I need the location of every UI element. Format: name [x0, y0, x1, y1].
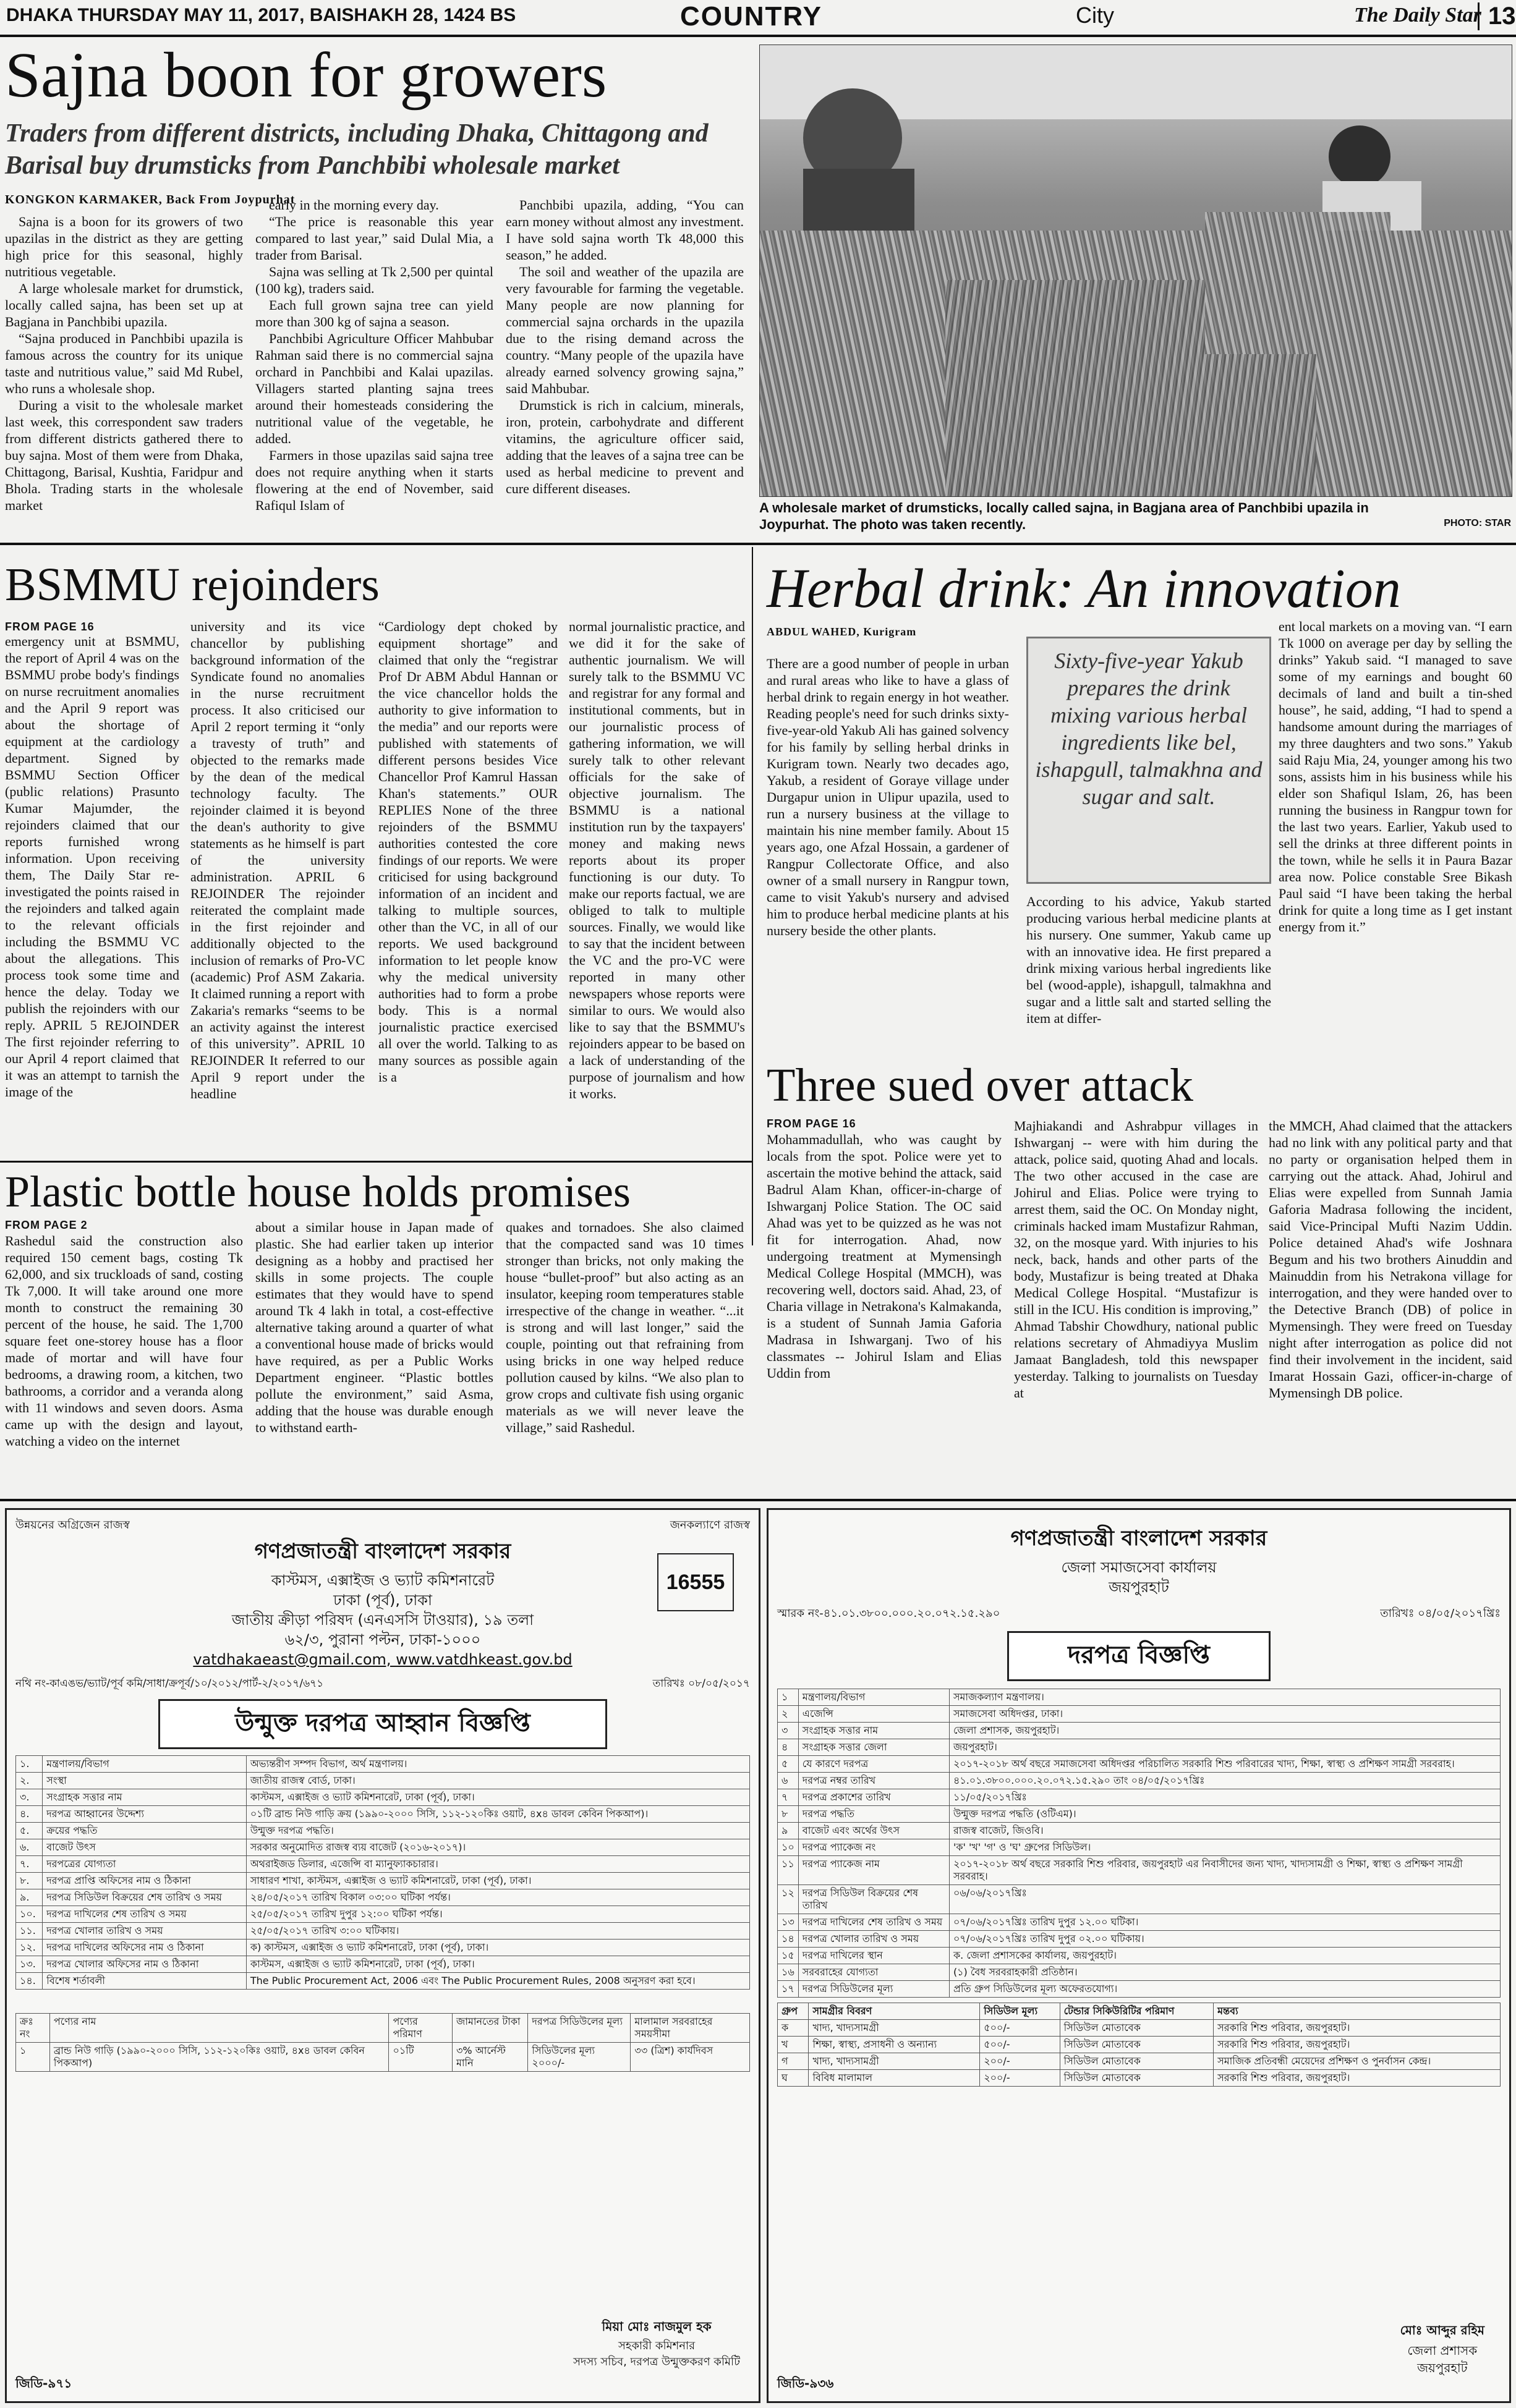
table-row	[778, 1839, 1501, 1856]
table-cell: (১) বৈধ সরবরাহকারী প্রতিষ্ঠান।	[949, 1964, 1500, 1981]
notice-code: জিডি-৯৭১	[15, 2376, 72, 2391]
table-cell: সিডিউল মোতাবেক	[1060, 2020, 1214, 2037]
table-cell: সমাজকল্যাণ মন্ত্রণালয়।	[949, 1689, 1500, 1706]
table-cell: খাদ্য, খাদ্যসামগ্রী	[809, 2053, 980, 2070]
table-row	[16, 2014, 750, 2043]
table-cell: ১২.	[16, 1940, 43, 1956]
paragraph: A large wholesale market for drumstick, locally called sajna, has been set up at Bagjana in Panchbibi upazila.	[5, 281, 243, 329]
table-cell: ১৪.	[16, 1973, 43, 1990]
group-row	[778, 2053, 1501, 2070]
bsmmu-from-page: FROM PAGE 16	[5, 621, 95, 633]
social-services-tender-notice	[767, 1508, 1511, 2403]
three-sued-col-3: the MMCH, Ahad claimed that the attackers had no link with any political party and that no party or organisation helped them in carrying out the attack. Ahad, Johirul and Elias were expelled from Sunnah Jamia Gaforia Madrasa following the incident, said Vice-Principal Mufti Nazim Uddin. Police detained Ahad's wife Joshnara Begum and his two brothers Ainuddin and Mainuddin from his Netrakona village for interrogation, and they were handed over to the Detective Branch (DB) of police in Mymensingh. They were freed on Tuesday night after interrogation as police did not find their involvement in the incident, said Imarat Hossain Gazi, officer-in-charge of Mymensingh DB police.	[1269, 1118, 1512, 1401]
table-cell: খাদ্য, খাদ্যসামগ্রী	[809, 2020, 980, 2037]
table-row	[778, 1931, 1501, 1948]
table-cell: ১.	[16, 1756, 43, 1773]
table-cell: ৬	[778, 1773, 799, 1789]
table-cell: সরকারি শিশু পরিবার, জয়পুরহাট।	[1214, 2037, 1501, 2053]
table-cell: অভ্যন্তরীণ সম্পদ বিভাগ, অর্থ মন্ত্রণালয়।	[246, 1756, 749, 1773]
paragraph: “Sajna produced in Panchbibi upazila is famous across the country for its unique taste and nutritious value,” said Md Rubel, who runs a wholesale shop.	[5, 331, 243, 396]
sajna-deck: Traders from different districts, including Dhaka, Chittagong and Barisal buy drumsticks from Panchbibi wholesale market	[5, 119, 709, 180]
table-cell: ৫	[778, 1756, 799, 1773]
table-cell: ৪.	[16, 1806, 43, 1823]
table-cell: সংগ্রাহক সত্তার জেলা	[798, 1739, 949, 1756]
table-cell: টেন্ডার সিকিউরিটির পরিমাণ	[1060, 2003, 1214, 2020]
table-cell: মন্তব্য	[1214, 2003, 1501, 2020]
paragraph: The soil and weather of the upazila are very favourable for farming the vegetable. Many people are now planning for commercial sajna orchards in the upazila due to the rising demand across the country. “Many people of the upazila have already earned solvency growing sajna,” said Mahbubar.	[506, 264, 744, 396]
signer-name-right: মোঃ আব্দুর রহিম	[1400, 2323, 1484, 2338]
column-divider	[752, 547, 753, 1245]
table-cell: দরপত্র খোলার তারিখ ও সময়	[43, 1923, 247, 1940]
table-cell: ৪১.০১.৩৮০০.০০০.২০.০৭২.১৫.২৯০ তাং ০৪/০৫/২০১৭খ্রিঃ	[949, 1773, 1500, 1789]
table-cell: দরপত্র দাখিলের অফিসের নাম ও ঠিকানা	[43, 1940, 247, 1956]
table-cell: দরপত্র সিডিউল বিক্রয়ের শেষ তারিখ ও সময়	[43, 1889, 247, 1906]
govt-title: গণপ্রজাতন্ত্রী বাংলাদেশ সরকার	[254, 1539, 511, 1564]
table-cell: ০৭/০৬/২০১৭খ্রিঃ তারিখ দুপুর ০২.০০ ঘটিকায়।	[949, 1931, 1500, 1948]
table-cell: দরপত্র সিডিউলের মূল্য	[528, 2014, 631, 2043]
table-cell: 'ক' 'খ' 'গ' ও 'ঘ' গ্রুপের সিডিউল।	[949, 1839, 1500, 1856]
table-cell: সাধারণ শাখা, কাস্টমস, এক্সাইজ ও ভ্যাট কমিশনারেট, ঢাকা (পূর্ব), ঢাকা।	[246, 1873, 749, 1889]
table-cell: ২০১৭-২০১৮ অর্থ বছরে সরকারি শিশু পরিবার, জয়পুরহাট এর নিবাসীদের জন্য খাদ্য, খাদ্যসামগ্রী ও শিক্ষা, স্বাস্থ্য ও প্রশিক্ষণ সামগ্রী সরবরাহ।	[949, 1856, 1500, 1885]
notice-title: উন্মুক্ত দরপত্র আহ্বান বিজ্ঞপ্তি	[158, 1699, 607, 1749]
table-row	[778, 1706, 1501, 1723]
table-cell: জামানতের টাকা	[453, 2014, 528, 2043]
table-cell: ৯.	[16, 1889, 43, 1906]
table-row	[16, 1923, 750, 1940]
table-cell: সংস্থা	[43, 1773, 247, 1789]
office-line-4: ৬২/৩, পুরানা পল্টন, ঢাকা-১০০০	[284, 1631, 481, 1648]
table-cell: সরবরাহের যোগ্যতা	[798, 1964, 949, 1981]
table-row	[16, 1773, 750, 1789]
table-row	[16, 1806, 750, 1823]
table-cell: দরপত্র নম্বর তারিখ	[798, 1773, 949, 1789]
table-cell: ২০০/-	[980, 2053, 1060, 2070]
notice-title-right: দরপত্র বিজ্ঞপ্তি	[1007, 1631, 1271, 1681]
table-cell: দরপত্র খোলার তারিখ ও সময়	[798, 1931, 949, 1948]
signer-role: সদস্য সচিব, দরপত্র উন্মুক্তকরণ কমিটি	[573, 2355, 740, 2368]
table-cell: ১৫	[778, 1948, 799, 1964]
table-row	[16, 1839, 750, 1856]
bsmmu-col-2: university and its vice chancellor by publishing background information of the Syndicate found no anomalies in the nurse recruitment process. It also criticised our April 2 report terming it “only a travesty of truth” and objected to the remarks made by the dean of the medical technology faculty. The rejoinder claimed it is beyond the dean's authority to give statements as he himself is part of the university administration. APRIL 6 REJOINDER The rejoinder reiterated the complaint made in the first rejoinder and additionally objected to the inclusion of remarks of Pro-VC (academic) Prof ASM Zakaria. It claimed running a report with Zakaria's remarks “seems to be an activity against the interest of this university”. APRIL 10 REJOINDER It referred to our April 9 report under the headline	[190, 619, 365, 1101]
tender-details-table	[15, 1755, 750, 1990]
notice-memo-right: স্মারক নং-৪১.০১.৩৮০০.০০০.২০.০৭২.১৫.২৯০	[777, 1607, 1000, 1620]
table-row	[16, 1889, 750, 1906]
bsmmu-headline: BSMMU rejoinders	[5, 559, 380, 611]
photo-credit: PHOTO: STAR	[1444, 518, 1511, 528]
table-cell: জয়পুরহাট।	[949, 1739, 1500, 1756]
office-line-right-1: জেলা সমাজসেবা কার্যালয়	[1061, 1559, 1217, 1576]
table-row	[16, 1906, 750, 1923]
table-cell: দরপত্র দাখিলের শেষ তারিখ ও সময়	[43, 1906, 247, 1923]
drumstick-market-photo	[759, 45, 1512, 497]
paragraph: Farmers in those upazilas said sajna tree does not require anything when it starts flowering at the end of November, said Rafiqul Islam of	[255, 447, 493, 513]
sajna-headline-text: Sajna boon for growers	[5, 40, 607, 111]
paragraph: During a visit to the wholesale market last week, this correspondent saw traders from different districts gathered there to buy sajna. Most of them were from Dhaka, Chittagong, Barisal, Kushtia, Faridpur and Bhola. Trading starts in the wholesale market	[5, 397, 243, 513]
table-cell: বিবিধ মালামাল	[809, 2070, 980, 2087]
signer-place-right: জয়পুরহাট	[1417, 2360, 1468, 2375]
table-row	[778, 1823, 1501, 1839]
table-cell: দরপত্রের যোগ্যতা	[43, 1856, 247, 1873]
table-cell: ক) কাস্টমস, এক্সাইজ ও ভ্যাট কমিশনারেট, ঢাকা (পূর্ব), ঢাকা।	[246, 1940, 749, 1956]
table-row	[16, 1856, 750, 1873]
notice-memo: নথি নং-কাএঙভ/ভ্যাট/পূর্ব কমি/সাধা/ক্রপূর্ব/১০/২০১২/পার্ট-২/২০১৭/৬৭১	[15, 1677, 324, 1690]
table-cell: ২৪/০৫/২০১৭ তারিখ বিকাল ০৩:০০ ঘটিকা পর্যন্ত।	[246, 1889, 749, 1906]
table-cell: ৭	[778, 1789, 799, 1806]
table-cell: ঘ	[778, 2070, 809, 2087]
office-line-right-2: জয়পুরহাট	[1109, 1579, 1169, 1596]
plastic-col-3: quakes and tornadoes. She also claimed that the compacted sand was 10 times stronger than bricks, not only making the house “bullet-proof” but also acting as an insulator, keeping room temperatures stable irrespective of the change in weather. “...it is strong and will last longer,” said the couple, pointing out that refraining from using bricks in one way helped reduce pollution caused by kilns. “We also plan to grow crops and cultivate fish using organic materials as we will never leave the village,” said Rashedul.	[506, 1219, 744, 1435]
table-cell: ২০১৭-২০১৮ অর্থ বছরে সমাজসেবা অধিদপ্তর পরিচালিত সরকারি শিশু পরিবারের খাদ্য, শিক্ষা, স্বাস্থ্য ও প্রশিক্ষণ সামগ্রী সরবরাহ।	[949, 1756, 1500, 1773]
table-cell: দরপত্র দাখিলের স্থান	[798, 1948, 949, 1964]
table-row	[778, 1789, 1501, 1806]
date-line: DHAKA THURSDAY MAY 11, 2017, BAISHAKH 28, 1424 BS	[6, 5, 516, 25]
table-cell: কাস্টমস, এক্সাইজ ও ভ্যাট কমিশনারেট, ঢাকা (পূর্ব), ঢাকা।	[246, 1789, 749, 1806]
sajna-byline: KONGKON KARMAKER, Back From Joypurhat	[5, 193, 296, 206]
table-cell: ১০	[778, 1839, 799, 1856]
table-cell: অথরাইজড ডিলার, এজেন্সি বা ম্যানুফ্যাকচারার।	[246, 1856, 749, 1873]
table-row	[778, 1773, 1501, 1789]
notice-top-right: জনকল্যাণে রাজস্ব	[670, 1519, 750, 1532]
table-cell: দরপত্র প্যাকেজ নাম	[798, 1856, 949, 1885]
table-cell: জেলা প্রশাসক, জয়পুরহাট।	[949, 1723, 1500, 1739]
table-row	[16, 1973, 750, 1990]
group-row	[778, 2037, 1501, 2053]
table-cell: ৭.	[16, 1856, 43, 1873]
table-cell: ০১টি	[389, 2043, 453, 2072]
table-cell: ৩% আর্নেস্ট মানি	[453, 2043, 528, 2072]
office-email-web: vatdhakaeast@gmail.com, www.vatdhkeast.gov.bd	[193, 1651, 573, 1668]
table-cell: গ	[778, 2053, 809, 2070]
table-cell: কাস্টমস, এক্সাইজ ও ভ্যাট কমিশনারেট, ঢাকা (পূর্ব), ঢাকা।	[246, 1956, 749, 1973]
paragraph: Each full grown sajna tree can yield more than 300 kg of sajna a season.	[255, 297, 493, 329]
sajna-col-1	[5, 213, 243, 535]
table-cell: ১৩	[778, 1914, 799, 1931]
group-header-row	[778, 2003, 1501, 2020]
bsmmu-col-4: normal journalistic practice, and we did it for the sake of authentic journalism. We will surely talk to the BSMMU VC and registrar for any formal and institutional comments, but in our journalistic process of gathering information, we will surely talk to other relevant officials for the sake of objective journalism. The BSMMU is a national institution run by the taxpayers' money and making news reports about its proper functioning is our duty. To make our reports factual, we are obliged to talk to multiple sources. Finally, we would like to say that the incident between the VC and the pro-VC were reported in many other newspapers whose reports were similar to ours. We would also like to say that the BSMMU's rejoinders appear to be based on a lack of understanding of the purpose of journalism and how it works.	[569, 619, 745, 1101]
hotline-number: 16555	[666, 1571, 725, 1594]
notice-date: তারিখঃ ০৮/০৫/২০১৭	[652, 1677, 750, 1690]
table-cell: বাজেট এবং অর্থের উৎস	[798, 1823, 949, 1839]
plastic-col-2: about a similar house in Japan made of plastic. She had earlier taken up interior designing as a hobby and practised her skills in some projects. The couple estimates that they would have to spend around Tk 4 lakh in total, a cost-effective alternative taking around a quarter of what a conventional house made of bricks would have required, as per a Public Works Department engineer. “Plastic bottles pollute the environment,” said Asma, adding that the house was durable enough to withstand earth-	[255, 1219, 493, 1435]
paragraph: early in the morning every day.	[269, 197, 439, 213]
paragraph: Drumstick is rich in calcium, minerals, iron, protein, carbohydrate and different vitamins, the agriculture officer said, adding that the leaves of a sajna tree can be used as herbal medicine to prevent and cure different diseases.	[506, 397, 744, 496]
table-cell: দরপত্র সিডিউলের মূল্য	[798, 1981, 949, 1998]
table-cell: সিডিউল মোতাবেক	[1060, 2053, 1214, 2070]
table-cell: ৩৩ (ত্রিশ) কার্যদিবস	[631, 2043, 750, 2072]
table-row	[16, 1956, 750, 1973]
table-cell: ৫০০/-	[980, 2037, 1060, 2053]
table-cell: ১১	[778, 1856, 799, 1885]
table-row	[778, 1806, 1501, 1823]
table-cell: ৯	[778, 1823, 799, 1839]
table-cell: দরপত্র খোলার অফিসের নাম ও ঠিকানা	[43, 1956, 247, 1973]
office-line-1: কাস্টমস, এক্সাইজ ও ভ্যাট কমিশনারেট	[271, 1572, 495, 1589]
drumstick-photo-image	[760, 45, 1512, 496]
herbal-col-1: There are a good number of people in urban and rural areas who like to have a glass of herbal drink to regain energy in hot weather. Reading people's need for such drinks sixty-five-year-old Yakub Ali has gained solvency for his family by selling herbal drinks in Kurigram town. Nearly two decades ago, Yakub, a resident of Goraye village under Durgapur union in Ulipur upazila, used to run a nursery business at the village to maintain his nine member family. About 15 years ago, one Afzal Hossain, a gardener of Rangpur Collectorate Office, and also owner of a small nursery in Rangpur town, came to visit Yakub's nursery and advised him to produce herbal medicine plants at his nursery beside the other plants.	[767, 656, 1009, 938]
table-cell: ৮	[778, 1806, 799, 1823]
table-row	[778, 1914, 1501, 1931]
item-section-label	[15, 1996, 750, 2011]
table-cell: ২০০/-	[980, 2070, 1060, 2087]
sajna-col-2	[255, 197, 493, 535]
office-line-3: জাতীয় ক্রীড়া পরিষদ (এনএসসি টাওয়ার), ১৯ তলা	[231, 1611, 534, 1629]
table-cell: ৫.	[16, 1823, 43, 1839]
photo-caption: A wholesale market of drumsticks, locally called sajna, in Bagjana area of Panchbibi upazila in Joypurhat. The photo was taken recently.	[759, 500, 1369, 532]
table-cell: সমাজিক প্রতিবন্ধী মেয়েদের প্রশিক্ষণ ও পুনর্বাসন কেন্দ্র।	[1214, 2053, 1501, 2070]
table-cell: দরপত্র প্রকাশের তারিখ	[798, 1789, 949, 1806]
paragraph: Panchbibi upazila, adding, “You can earn money without almost any investment. I have sold sajna worth Tk 48,000 this season,” he added.	[506, 197, 744, 263]
table-cell: দরপত্র প্রাপ্তি অফিসের নাম ও ঠিকানা	[43, 1873, 247, 1889]
notice-date-right: তারিখঃ ০৪/০৫/২০১৭খ্রিঃ	[1380, 1607, 1501, 1620]
item-table	[15, 2013, 750, 2072]
hotline-badge	[657, 1553, 734, 1611]
table-cell: সিডিউল মূল্য	[980, 2003, 1060, 2020]
herbal-col-2: According to his advice, Yakub started producing various herbal medicine plants at his nursery. One summer, Yakub came up with an innovative idea. He first prepared a drink mixing various herbal ingredients like bel (wood-apple), ishapgull, talmakhna and sugar and a little salt and started selling the item at differ-	[1026, 894, 1271, 1026]
table-cell: দরপত্র সিডিউল বিক্রয়ের শেষ তারিখ	[798, 1885, 949, 1914]
table-row	[778, 1723, 1501, 1739]
plastic-divider	[0, 1161, 752, 1163]
paragraph: Panchbibi Agriculture Officer Mahbubar Rahman said there is no commercial sajna orchard in Panchbibi and Kalai upazilas. Villagers started planting sajna trees around their homesteads considering the nutritional value of the vegetable, he added.	[255, 331, 493, 446]
table-cell: সামগ্রীর বিবরণ	[809, 2003, 980, 2020]
table-cell: রাজস্ব বাজেট, জিওবি।	[949, 1823, 1500, 1839]
table-cell: ৩	[778, 1723, 799, 1739]
table-row	[778, 1756, 1501, 1773]
table-cell: ০৭/০৬/২০১৭খ্রিঃ তারিখ দুপুর ১২.০০ ঘটিকা।	[949, 1914, 1500, 1931]
table-row	[778, 1948, 1501, 1964]
table-row	[16, 1823, 750, 1839]
table-cell: সিডিউল মোতাবেক	[1060, 2037, 1214, 2053]
table-cell: বাজেট উৎস	[43, 1839, 247, 1856]
plastic-col-1: Rashedul said the construction also required 150 cement bags, costing Tk 62,000, and six truckloads of sand, costing Tk 7,000. It will take around one more month to construct the remaining 30 percent of the house, he said. The 1,700 square feet one-storey house has a floor made of mortar and will have four bedrooms, a drawing room, a kitchen, two bathrooms, a corridor and a veranda along with 11 windows and seven doors. Asma came up with the design and layout, watching a video on the internet	[5, 1233, 243, 1449]
table-cell: The Public Procurement Act, 2006 এবং The Public Procurement Rules, 2008 অনুসরণ করা হবে।	[246, 1973, 749, 1990]
subsection-name: City	[1076, 2, 1114, 28]
table-cell: বিশেষ শর্তাবলী	[43, 1973, 247, 1990]
tender-details-table-right	[777, 1689, 1501, 1998]
herbal-pullquote: Sixty-five-year Yakub prepares the drink mixing various herbal ingredients like bel, ishapgull, talmakhna and sugar and salt.	[1026, 637, 1271, 884]
table-cell: গ্রুপ	[778, 2003, 809, 2020]
table-cell: ০৬/০৬/২০১৭খ্রিঃ	[949, 1885, 1500, 1914]
table-cell: ৪	[778, 1739, 799, 1756]
table-cell: ক্রঃ নং	[16, 2014, 50, 2043]
signer-name: মিয়া মোঃ নাজমুল হক	[602, 2319, 712, 2334]
table-cell: ১৩.	[16, 1956, 43, 1973]
table-cell: ১০.	[16, 1906, 43, 1923]
signer-title-right: জেলা প্রশাসক	[1407, 2343, 1478, 2358]
table-cell: ৫০০/-	[980, 2020, 1060, 2037]
table-cell: খ	[778, 2037, 809, 2053]
table-cell: ২	[778, 1706, 799, 1723]
table-cell: ১১.	[16, 1923, 43, 1940]
notice-top-left: উন্নয়নের অগ্রিজেন রাজস্ব	[15, 1519, 130, 1532]
table-cell: সিডিউল মোতাবেক	[1060, 2070, 1214, 2087]
herbal-headline: Herbal drink: An innovation	[767, 558, 1401, 619]
table-cell: সংগ্রাহক সত্তার নাম	[798, 1723, 949, 1739]
table-cell: দরপত্র পদ্ধতি	[798, 1806, 949, 1823]
table-cell: ১৬	[778, 1964, 799, 1981]
sajna-headline	[5, 40, 607, 111]
three-sued-from-page: FROM PAGE 16	[767, 1117, 856, 1130]
table-cell: ২৫/০৫/২০১৭ তারিখ দুপুর ১২:০০ ঘটিকা পর্যন্ত।	[246, 1906, 749, 1923]
customs-tender-notice	[5, 1508, 760, 2403]
table-row	[16, 1789, 750, 1806]
table-cell: ১৪	[778, 1931, 799, 1948]
bsmmu-col-1: emergency unit at BSMMU, the report of April 4 was on the BSMMU probe body's findings on nurse recruitment anomalies and the April 9 report was about the shortage of equipment at the cardiology department. Signed by BSMMU Section Officer (public relations) Prasunto Kumar Majumder, the rejoinders claimed that our reports furnished wrong information. Upon receiving them, The Daily Star re-investigated the points raised in the rejoinders and talked again to the relevant officials including the BSMMU VC about the allegations. This process took some time and hence the delay. Today we publish the rejoinders with our reply. APRIL 5 REJOINDER The first rejoinder referring to our April 4 report claimed that it was an attempt to tarnish the image of the	[5, 634, 179, 1100]
table-row	[778, 1689, 1501, 1706]
paragraph: Sajna was selling at Tk 2,500 per quintal (100 kg), traders said.	[255, 264, 493, 296]
table-cell: ১২	[778, 1885, 799, 1914]
table-row	[778, 1856, 1501, 1885]
signer-title: সহকারী কমিশনার	[618, 2339, 696, 2352]
three-sued-col-1: Mohammadullah, who was caught by locals from the spot. Police were yet to ascertain the motive behind the attack, said Badrul Alam Khan, officer-in-charge of Ishwarganj Police Station. The OC said Ahad was yet to be quizzed as he was not fit for interrogation. Ahad, now undergoing treatment at Mymensingh Medical College Hospital (MMCH), was recovering well, doctors said. Ahad, 23, of Charia village in Netrakona's Kalmakanda, is a student of Sunnah Jamia Gaforia Madrasa in Ishwarganj. Two of his classmates -- Johirul Islam and Elias Uddin from	[767, 1132, 1002, 1381]
table-cell: ক্রয়ের পদ্ধতি	[43, 1823, 247, 1839]
table-cell: উন্মুক্ত দরপত্র পদ্ধতি (ওটিএম)।	[949, 1806, 1500, 1823]
table-cell: দরপত্র আহ্বানের উদ্দেশ্য	[43, 1806, 247, 1823]
table-cell: ১	[778, 1689, 799, 1706]
table-cell: সরকার অনুমোদিত রাজস্ব ব্যয় বাজেট (২০১৬-২০১৭)।	[246, 1839, 749, 1856]
table-cell: প্রতি গ্রুপ সিডিউলের মূল্য অফেরতযোগ্য।	[949, 1981, 1500, 1998]
bsmmu-col-3: “Cardiology dept choked by equipment shortage” and claimed that only the “registrar Prof Dr ABM Abdul Hannan or the vice chancellor holds the authority to give information to the media” and our reports were published with statements of different persons besides Vice Chancellor Prof Kamrul Hassan Khan's statements.” OUR REPLIES None of the three rejoinders of the BSMMU authorities contested the core findings of our reports. We were criticised for using background information of an incident and talking to multiple sources, other than the VC, in all of our reports. We used background information to let people know why the medical university authorities had to form a probe body. This is a normal journalistic practice exercised all over the world. Talking to as many sources as possible again is a	[378, 619, 558, 1085]
table-cell: ০১টি ব্রান্ড নিউ গাড়ি ক্রয় (১৯৯০-২০০০ সিসি, ১১২-১২০কিঃ ওয়াট, ৪x৪ ডাবল কেবিন পিকআপ)।	[246, 1806, 749, 1823]
table-row	[16, 2043, 750, 2072]
table-cell: দরপত্র দাখিলের শেষ তারিখ ও সময়	[798, 1914, 949, 1931]
masthead	[0, 0, 1516, 37]
table-cell: পণ্যের নাম	[49, 2014, 389, 2043]
table-cell: ২.	[16, 1773, 43, 1789]
table-row	[778, 1739, 1501, 1756]
table-cell: সমাজসেবা অধিদপ্তর, ঢাকা।	[949, 1706, 1500, 1723]
table-cell: পণ্যের পরিমাণ	[389, 2014, 453, 2043]
notice-code-right: জিডি-৯৩৬	[777, 2376, 834, 2391]
plastic-from-page: FROM PAGE 2	[5, 1219, 88, 1231]
group-row	[778, 2070, 1501, 2087]
group-table	[777, 2003, 1501, 2087]
table-cell: ক	[778, 2020, 809, 2037]
three-sued-col-2: Majhiakandi and Ashrabpur villages in Ishwarganj -- were with him during the attack, police said, quoting Ahad and locals. The two other accused in the case are Johirul and Elias. Police were trying to arrest them, said the OC. On Monday night, criminals hacked imam Mustafizur Rahman, 32, on the mosque yard. With injuries to his neck, back, hands and other parts of the body, Mustafizur is being treated at Dhaka Medical College Hospital. “Mustafizur is still in the ICU. His condition is improving,” Ahmad Tabshir Chowdhury, national public relations secretary of Ahmadiyya Muslim Jamaat Bangladesh, told this newspaper yesterday. Talking to journalists on Tuesday at	[1014, 1118, 1258, 1401]
table-cell: এজেন্সি	[798, 1706, 949, 1723]
table-cell: ১	[16, 2043, 50, 2072]
table-cell: ১১/০৫/২০১৭খ্রিঃ	[949, 1789, 1500, 1806]
table-cell: সংগ্রাহক সত্তার নাম	[43, 1789, 247, 1806]
table-cell: মন্ত্রণালয়/বিভাগ	[43, 1756, 247, 1773]
table-cell: ক. জেলা প্রশাসকের কার্যালয়, জয়পুরহাট।	[949, 1948, 1500, 1964]
section-name: COUNTRY	[680, 1, 822, 32]
herbal-col-3: ent local markets on a moving van. “I earn Tk 1000 on average per day by selling the drinks” Yakub said. “I managed to save some of my earnings and bought 60 decimals of land and built a tin-shed house”, he said, adding, “I had to spend a handsome amount during the marriages of my three daughters and two sons.” Yakub said Raju Mia, 24, younger among his two sons, assists him in his business while his elder son Shafiqul Islam, 26, has been running the business in Rangpur town for the last two years. Earlier, Yakub used to sell the drinks at three different points in the town, while he sells it in Paura Bazar area now. Police constable Sree Bikash Paul said “I have been taking the herbal drink for quite a long time as I get instant energy from it.”	[1279, 619, 1512, 935]
table-row	[16, 1940, 750, 1956]
table-cell: সরকারি শিশু পরিবার, জয়পুরহাট।	[1214, 2020, 1501, 2037]
table-row	[778, 1885, 1501, 1914]
table-cell: মালামাল সরবরাহের সময়সীমা	[631, 2014, 750, 2043]
paper-logo: The Daily Star	[1354, 4, 1481, 27]
table-cell: উন্মুক্ত দরপত্র পদ্ধতি।	[246, 1823, 749, 1839]
table-cell: যে কারণে দরপত্র	[798, 1756, 949, 1773]
table-row	[16, 1756, 750, 1773]
ads-divider	[0, 1499, 1516, 1501]
table-cell: জাতীয় রাজস্ব বোর্ড, ঢাকা।	[246, 1773, 749, 1789]
table-cell: ১৭	[778, 1981, 799, 1998]
table-cell: সরকারি শিশু পরিবার, জয়পুরহাট।	[1214, 2070, 1501, 2087]
table-cell: ব্রান্ড নিউ গাড়ি (১৯৯০-২০০০ সিসি, ১১২-১২০কিঃ ওয়াট, ৪x৪ ডাবল কেবিন পিকআপ)	[49, 2043, 389, 2072]
plastic-headline: Plastic bottle house holds promises	[5, 1167, 631, 1216]
table-row	[778, 1964, 1501, 1981]
table-row	[16, 1873, 750, 1889]
paragraph: “The price is reasonable this year compared to last year,” said Dulal Mia, a trader from Barisal.	[255, 214, 493, 263]
herbal-byline: ABDUL WAHED, Kurigram	[767, 625, 917, 638]
sajna-col-3	[506, 197, 744, 535]
table-cell: শিক্ষা, স্বাস্থ্য, প্রসাধনী ও অন্যান্য	[809, 2037, 980, 2053]
table-cell: ৩.	[16, 1789, 43, 1806]
table-cell: সিডিউলের মূল্য ২০০০/-	[528, 2043, 631, 2072]
table-cell: ২৫/০৫/২০১৭ তারিখ ৩:০০ ঘটিকায়।	[246, 1923, 749, 1940]
table-cell: মন্ত্রণালয়/বিভাগ	[798, 1689, 949, 1706]
table-cell: ৬.	[16, 1839, 43, 1856]
table-cell: ৮.	[16, 1873, 43, 1889]
page-number: 13	[1478, 2, 1516, 30]
table-row	[778, 1981, 1501, 1998]
three-sued-headline: Three sued over attack	[767, 1059, 1193, 1111]
govt-title-right: গণপ্রজাতন্ত্রী বাংলাদেশ সরকার	[1010, 1526, 1267, 1551]
office-line-2: ঢাকা (পূর্ব), ঢাকা	[333, 1592, 432, 1609]
paragraph: Sajna is a boon for its growers of two upazilas in the district as they are getting high price for this seasonal, highly nutritious vegetable.	[5, 214, 243, 279]
section-divider	[0, 543, 1516, 545]
group-row	[778, 2020, 1501, 2037]
table-cell: দরপত্র প্যাকেজ নং	[798, 1839, 949, 1856]
